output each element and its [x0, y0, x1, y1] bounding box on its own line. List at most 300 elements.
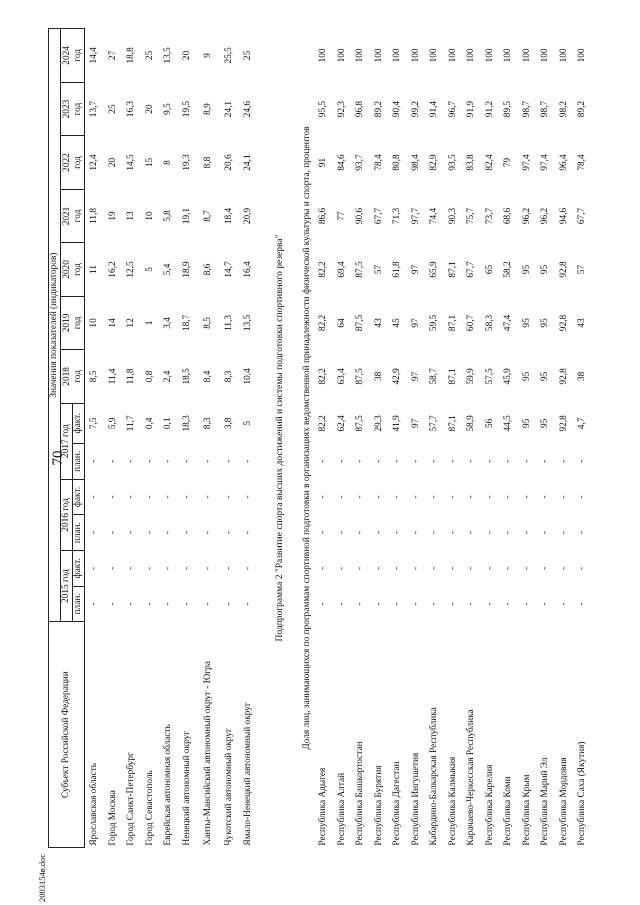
dash-cell: - [503, 531, 514, 535]
value-cell: 90,6 [355, 207, 366, 225]
dash-cell: - [355, 602, 366, 606]
value-cell: 96,2 [540, 207, 551, 225]
value-cell: 90,4 [392, 100, 403, 118]
value-cell: 97,7 [410, 207, 421, 225]
value-cell: 91,2 [484, 100, 495, 118]
dash-cell: - [429, 602, 440, 606]
value-cell: 87,5 [355, 261, 366, 278]
dash-cell: - [224, 495, 235, 499]
value-cell: 67,7 [373, 207, 384, 225]
value-cell: 100 [503, 48, 514, 63]
dash-cell: - [484, 602, 495, 606]
value-cell: 77 [336, 211, 347, 221]
value-cell: 100 [318, 48, 329, 63]
value-cell: 14 [107, 318, 118, 328]
dash-cell: - [107, 459, 118, 463]
section-heading [257, 29, 314, 848]
year-header: 2023 год [61, 82, 85, 135]
region-name: Республика Адыгея [318, 767, 329, 846]
dash-cell: - [242, 495, 253, 499]
value-cell: 3,8 [224, 417, 235, 430]
footer-filename: 2003154в.doc [37, 853, 47, 902]
dash-cell: - [392, 459, 403, 463]
value-cell: 5,9 [107, 417, 118, 430]
value-cell: 14,4 [89, 47, 100, 64]
value-cell: 87,1 [447, 261, 458, 278]
value-cell: 19 [107, 211, 118, 221]
value-cell: 25 [107, 104, 118, 114]
value-cell: 1 [144, 320, 155, 326]
dash-cell: - [503, 495, 514, 499]
value-cell: 4,7 [577, 417, 588, 430]
dash-cell: - [392, 495, 403, 499]
value-cell: 10 [144, 211, 155, 221]
value-cell: 16,3 [126, 100, 137, 118]
value-cell: 41,9 [392, 415, 403, 432]
value-cell: 91,4 [429, 100, 440, 118]
dash-cell: - [466, 495, 477, 499]
value-cell: 67,7 [577, 207, 588, 225]
value-cell: 92,8 [558, 415, 569, 432]
value-cell: 95 [521, 371, 532, 382]
dash-cell: - [355, 459, 366, 463]
value-cell: 5,4 [163, 263, 174, 276]
dash-cell: - [521, 459, 532, 463]
plan-header: план. [73, 515, 85, 551]
value-cell: 92,8 [558, 261, 569, 278]
dash-cell: - [336, 459, 347, 463]
dash-cell: - [318, 566, 329, 570]
value-cell: 5,8 [163, 210, 174, 222]
value-cell: 5 [242, 421, 253, 426]
indicator-title: Доля лиц, занимающихся по программам спортивной подготовки в организациях ведомственной принадлежности физической культуры и спорта, процентов [302, 126, 313, 750]
value-cell: 100 [540, 48, 551, 63]
value-cell: 97 [410, 264, 421, 275]
value-cell: 13 [126, 211, 137, 221]
value-cell: 11,3 [224, 314, 235, 331]
value-cell: 0,4 [144, 417, 155, 430]
dash-cell: - [355, 495, 366, 499]
dash-cell: - [521, 566, 532, 570]
dash-cell: - [126, 459, 137, 463]
value-cell: 16,2 [107, 261, 118, 278]
dash-cell: - [521, 495, 532, 499]
dash-cell: - [466, 602, 477, 606]
dash-cell: - [144, 495, 155, 499]
dash-cell: - [202, 566, 213, 570]
dash-cell: - [447, 602, 458, 606]
table-header [49, 29, 85, 848]
value-cell: 29,3 [373, 415, 384, 432]
value-cell: 45 [392, 318, 403, 328]
fact-header: факт. [73, 403, 85, 443]
value-cell: 92,8 [558, 314, 569, 332]
dash-cell: - [410, 566, 421, 570]
dash-cell: - [521, 531, 532, 535]
year-header: 2021 год [61, 189, 85, 242]
value-cell: 69,4 [336, 261, 347, 278]
dash-cell: - [163, 531, 174, 535]
value-cell: 18,7 [181, 314, 192, 332]
dash-cell: - [540, 566, 551, 570]
value-cell: 38 [373, 371, 384, 382]
value-cell: 61,8 [392, 261, 403, 278]
dash-cell: - [558, 602, 569, 606]
value-cell: 82,9 [429, 154, 440, 171]
value-cell: 92,8 [558, 368, 569, 385]
year-header: 2022 год [61, 136, 85, 189]
table-row [555, 29, 574, 848]
table-row [141, 29, 160, 848]
dash-cell: - [355, 566, 366, 570]
value-cell: 12,4 [89, 154, 100, 171]
year-2017-header: 2017 год [61, 403, 73, 479]
plan-header: план. [73, 586, 85, 622]
value-cell: 8,6 [202, 263, 213, 276]
value-cell: 11,7 [126, 415, 137, 432]
value-cell: 44,5 [503, 415, 514, 432]
dash-cell: - [410, 459, 421, 463]
value-cell: 0,1 [163, 417, 174, 430]
value-cell: 60,7 [466, 314, 477, 332]
dash-cell: - [503, 602, 514, 606]
table-row [333, 29, 352, 848]
dash-cell: - [224, 566, 235, 570]
table-row [407, 29, 426, 848]
value-cell: 12,5 [126, 261, 137, 278]
dash-cell: - [373, 531, 384, 535]
value-cell: 87,5 [355, 314, 366, 332]
value-cell: 20,9 [242, 207, 253, 225]
value-cell: 18,3 [181, 415, 192, 432]
region-name: Республика Мордовия [558, 757, 569, 846]
value-cell: 89,2 [373, 100, 384, 118]
dash-cell: - [202, 602, 213, 606]
dash-cell: - [144, 531, 155, 535]
value-cell: 98,7 [540, 100, 551, 118]
table-row [499, 29, 518, 848]
table-row [122, 29, 141, 848]
dash-cell: - [126, 602, 137, 606]
value-cell: 78,4 [577, 154, 588, 171]
dash-cell: - [89, 566, 100, 570]
value-cell: 100 [466, 48, 477, 63]
value-cell: 93,7 [355, 154, 366, 171]
value-cell: 96,4 [558, 154, 569, 171]
table-row [85, 29, 104, 848]
table-row [178, 29, 197, 848]
dash-cell: - [318, 495, 329, 499]
value-cell: 95 [540, 318, 551, 328]
dash-cell: - [466, 566, 477, 570]
value-cell: 97 [410, 418, 421, 428]
dash-cell: - [89, 602, 100, 606]
value-cell: 100 [484, 48, 495, 63]
value-cell: 97,4 [521, 154, 532, 171]
value-cell: 75,7 [466, 207, 477, 225]
dash-cell: - [466, 459, 477, 463]
value-cell: 84,6 [336, 154, 347, 171]
dash-cell: - [447, 531, 458, 535]
value-cell: 8,7 [202, 210, 213, 222]
dash-cell: - [242, 459, 253, 463]
value-cell: 11,4 [107, 368, 118, 385]
value-cell: 20 [144, 104, 155, 114]
dash-cell: - [242, 602, 253, 606]
dash-cell: - [202, 495, 213, 499]
table-row [573, 29, 592, 848]
dash-cell: - [577, 566, 588, 570]
dash-cell: - [163, 602, 174, 606]
value-cell: 58,9 [466, 415, 477, 432]
region-name: Республика Крым [521, 774, 532, 846]
value-cell: 98,4 [410, 154, 421, 171]
dash-cell: - [144, 602, 155, 606]
dash-cell: - [484, 531, 495, 535]
value-cell: 97 [410, 318, 421, 328]
dash-cell: - [577, 531, 588, 535]
dash-cell: - [392, 566, 403, 570]
value-cell: 100 [521, 48, 532, 63]
dash-cell: - [373, 566, 384, 570]
value-cell: 15 [144, 157, 155, 168]
value-cell: 82,4 [484, 154, 495, 171]
value-cell: 14,7 [224, 261, 235, 278]
region-name: Республика Дагестан [392, 761, 403, 846]
value-cell: 98,7 [521, 100, 532, 118]
dash-cell: - [447, 566, 458, 570]
value-cell: 100 [355, 48, 366, 63]
value-cell: 18,8 [126, 47, 137, 64]
dash-cell: - [540, 459, 551, 463]
dash-cell: - [181, 531, 192, 535]
value-cell: 82,2 [318, 261, 329, 278]
value-cell: 5 [144, 267, 155, 272]
dash-cell: - [466, 531, 477, 535]
value-cell: 45,9 [503, 368, 514, 385]
value-cell: 100 [429, 48, 440, 63]
value-cell: 89,5 [503, 100, 514, 118]
value-cell: 19,1 [181, 207, 192, 225]
dash-cell: - [447, 495, 458, 499]
value-cell: 11 [89, 264, 100, 274]
table-row [388, 29, 407, 848]
value-cell: 9,5 [163, 103, 174, 115]
dash-cell: - [318, 531, 329, 535]
value-cell: 89,2 [577, 100, 588, 118]
region-name: Ярославская область [89, 762, 100, 846]
value-cell: 91,9 [466, 100, 477, 118]
value-cell: 82,2 [318, 415, 329, 432]
value-cell: 73,7 [484, 207, 495, 225]
dash-cell: - [429, 495, 440, 499]
region-name: Республика Марий Эл [540, 757, 551, 846]
value-cell: 47,4 [503, 314, 514, 332]
value-cell: 43 [373, 318, 384, 328]
value-cell: 95 [540, 418, 551, 428]
dash-cell: - [224, 602, 235, 606]
region-name: Город Севастополь [144, 770, 155, 846]
value-cell: 25 [242, 50, 253, 61]
region-name: Республика Калмыкия [447, 756, 458, 846]
dash-cell: - [181, 459, 192, 463]
dash-cell: - [540, 602, 551, 606]
dash-cell: - [224, 459, 235, 463]
value-cell: 19,3 [181, 154, 192, 171]
table-row [220, 29, 239, 848]
value-cell: 100 [373, 48, 384, 63]
value-cell: 18,5 [181, 368, 192, 385]
value-cell: 3,4 [163, 317, 174, 329]
dash-cell: - [107, 531, 118, 535]
value-cell: 59,9 [466, 368, 477, 385]
dash-cell: - [373, 602, 384, 606]
table-row [536, 29, 555, 848]
year-2015-header: 2015 год [61, 550, 73, 621]
value-cell: 90,3 [447, 207, 458, 225]
value-cell: 57,7 [429, 415, 440, 432]
value-cell: 93,5 [447, 154, 458, 171]
value-cell: 82,2 [318, 368, 329, 385]
dash-cell: - [484, 566, 495, 570]
region-name: Республика Карелия [484, 764, 495, 846]
dash-cell: - [577, 459, 588, 463]
value-cell: 24,1 [224, 100, 235, 118]
value-cell: 25,5 [224, 47, 235, 64]
dash-cell: - [558, 495, 569, 499]
dash-cell: - [89, 531, 100, 535]
dash-cell: - [181, 566, 192, 570]
dash-cell: - [484, 495, 495, 499]
value-cell: 63,4 [336, 368, 347, 385]
rotated-table-sheet [48, 28, 588, 848]
value-cell: 87,1 [447, 314, 458, 332]
dash-cell: - [126, 495, 137, 499]
region-name: Республика Коми [503, 776, 514, 846]
value-cell: 94,6 [558, 207, 569, 225]
dash-cell: - [107, 495, 118, 499]
dash-cell: - [318, 602, 329, 606]
value-cell: 13,7 [89, 100, 100, 118]
value-cell: 24,6 [242, 100, 253, 118]
value-cell: 8,5 [202, 317, 213, 329]
dash-cell: - [336, 566, 347, 570]
dash-cell: - [181, 602, 192, 606]
dash-cell: - [126, 566, 137, 570]
value-cell: 58,2 [503, 261, 514, 278]
value-cell: 8,3 [224, 370, 235, 383]
value-cell: 13,5 [242, 314, 253, 332]
value-cell: 20 [181, 50, 192, 61]
value-cell: 96,7 [447, 100, 458, 118]
dash-cell: - [484, 459, 495, 463]
value-cell: 8,4 [202, 370, 213, 383]
value-cell: 11,8 [89, 208, 100, 224]
value-cell: 87,5 [355, 368, 366, 385]
year-header: 2019 год [61, 296, 85, 349]
year-header: 2020 год [61, 243, 85, 296]
plan-header: план. [73, 444, 85, 480]
value-cell: 12 [126, 318, 137, 328]
value-cell: 100 [392, 48, 403, 63]
value-cell: 87,1 [447, 415, 458, 432]
dash-cell: - [163, 495, 174, 499]
value-cell: 18,4 [224, 207, 235, 225]
region-name: Чукотский автономный округ [224, 728, 235, 846]
value-cell: 58,3 [484, 314, 495, 332]
value-cell: 8,3 [202, 417, 213, 430]
value-cell: 57 [373, 264, 384, 275]
value-cell: 95 [540, 264, 551, 275]
value-cell: 80,8 [392, 154, 403, 171]
dash-cell: - [202, 459, 213, 463]
dash-cell: - [242, 531, 253, 535]
table-row [239, 29, 258, 848]
dash-cell: - [336, 602, 347, 606]
value-cell: 38 [577, 371, 588, 382]
dash-cell: - [163, 566, 174, 570]
value-cell: 9 [202, 53, 213, 58]
value-cell: 27 [107, 50, 118, 61]
value-cell: 100 [558, 48, 569, 63]
value-cell: 100 [577, 48, 588, 63]
dash-cell: - [144, 566, 155, 570]
dash-cell: - [503, 566, 514, 570]
value-cell: 7,5 [89, 417, 100, 430]
fact-header: факт. [73, 479, 85, 515]
value-cell: 59,5 [429, 314, 440, 332]
value-cell: 74,4 [429, 207, 440, 225]
region-name: Кабардино-Балкарская Республика [429, 707, 440, 846]
dash-cell: - [373, 495, 384, 499]
value-cell: 10 [89, 318, 100, 328]
value-cell: 14,5 [126, 154, 137, 171]
value-cell: 79 [503, 157, 514, 168]
table-row [425, 29, 444, 848]
value-cell: 65 [484, 264, 495, 275]
dash-cell: - [540, 531, 551, 535]
value-cell: 91 [318, 157, 329, 168]
region-name: Ханты-Мансийский автономный округ - Югра [202, 661, 213, 846]
value-cell: 100 [410, 48, 421, 63]
value-cell: 2,4 [163, 370, 174, 383]
value-cell: 57 [577, 264, 588, 275]
value-cell: 95 [521, 418, 532, 428]
dash-cell: - [163, 459, 174, 463]
dash-cell: - [336, 531, 347, 535]
value-cell: 20,6 [224, 154, 235, 171]
dash-cell: - [577, 602, 588, 606]
value-cell: 78,4 [373, 154, 384, 171]
dash-cell: - [107, 566, 118, 570]
region-name: Республика Бурятия [373, 765, 384, 846]
value-cell: 24,1 [242, 154, 253, 171]
page-number: 70 [50, 450, 66, 466]
value-cell: 43 [577, 318, 588, 328]
value-cell: 83,8 [466, 154, 477, 171]
value-cell: 100 [447, 48, 458, 63]
value-cell: 87,5 [355, 415, 366, 432]
value-cell: 18,9 [181, 261, 192, 278]
value-cell: 58,7 [429, 368, 440, 385]
table-row [351, 29, 370, 848]
value-cell: 71,3 [392, 207, 403, 225]
dash-cell: - [392, 531, 403, 535]
value-cell: 87,1 [447, 368, 458, 385]
region-name: Республика Башкортостан [355, 741, 366, 846]
subprogram-title: Подпрограмма 2 "Развитие спорта высших достижений и системы подготовки спортивного резерва" [274, 234, 285, 642]
region-name: Город Санкт-Петербург [126, 752, 137, 846]
